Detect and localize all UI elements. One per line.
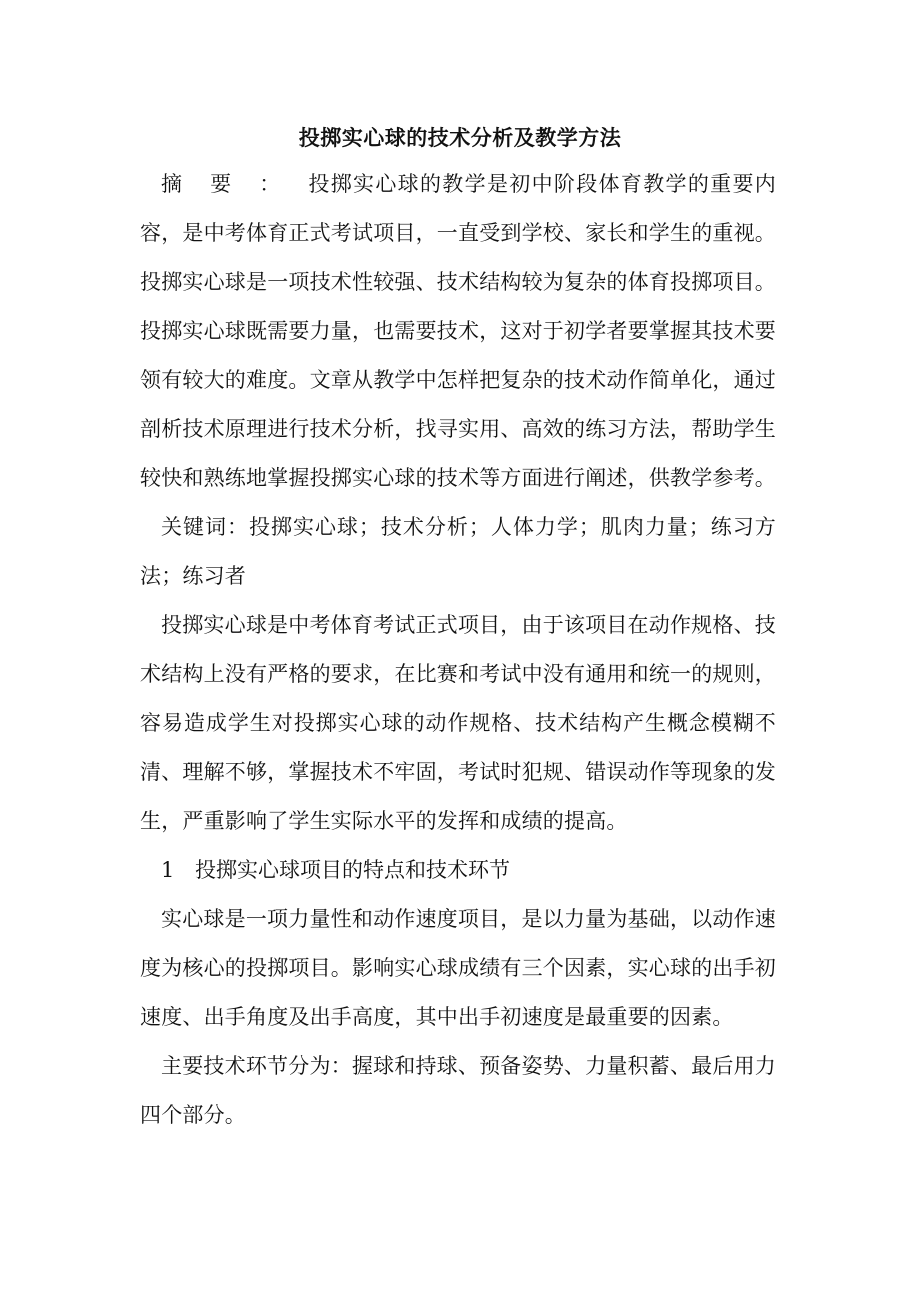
section-paragraph-1: 实心球是一项力量性和动作速度项目，是以力量为基础，以动作速度为核心的投掷项目。影响实心球成绩有三个因素，实心球的出手初速度、出手角度及出手高度，其中出手初速度是最重要的因素。 xyxy=(140,907,776,1029)
section-heading xyxy=(140,846,776,895)
abstract-paragraph xyxy=(140,160,776,503)
abstract-label: 摘要： xyxy=(161,172,309,196)
section-heading-text: 投掷实心球项目的特点和技术环节 xyxy=(195,858,510,882)
document-title: 投掷实心球的技术分析及教学方法 xyxy=(298,125,622,150)
document-body xyxy=(140,160,776,1140)
section-paragraph-2: 主要技术环节分为：握球和持球、预备姿势、力量积蓄、最后用力四个部分。 xyxy=(140,1054,776,1127)
keywords-paragraph xyxy=(140,503,776,601)
abstract-text: 投掷实心球的教学是初中阶段体育教学的重要内容，是中考体育正式考试项目，一直受到学校、家长和学生的重视。投掷实心球是一项技术性较强、技术结构较为复杂的体育投掷项目。投掷实心球既需要力量，也需要技术，这对于初学者要掌握其技术要领有较大的难度。文章从教学中怎样把复杂的技术动作简单化，通过剖析技术原理进行技术分析，找寻实用、高效的练习方法，帮助学生较快和熟练地掌握投掷实心球的技术等方面进行阐述，供教学参考。 xyxy=(140,172,777,490)
intro-paragraph: 投掷实心球是中考体育考试正式项目，由于该项目在动作规格、技术结构上没有严格的要求，在比赛和考试中没有通用和统一的规则，容易造成学生对投掷实心球的动作规格、技术结构产生概念模糊不清、理解不够，掌握技术不牢固，考试时犯规、错误动作等现象的发生，严重影响了学生实际水平的发挥和成绩的提高。 xyxy=(140,613,776,833)
section-number: 1 xyxy=(161,858,175,882)
keywords-text: 投掷实心球；技术分析；人体力学；肌肉力量；练习方法；练习者 xyxy=(140,515,776,588)
keywords-label: 关键词： xyxy=(161,515,249,539)
